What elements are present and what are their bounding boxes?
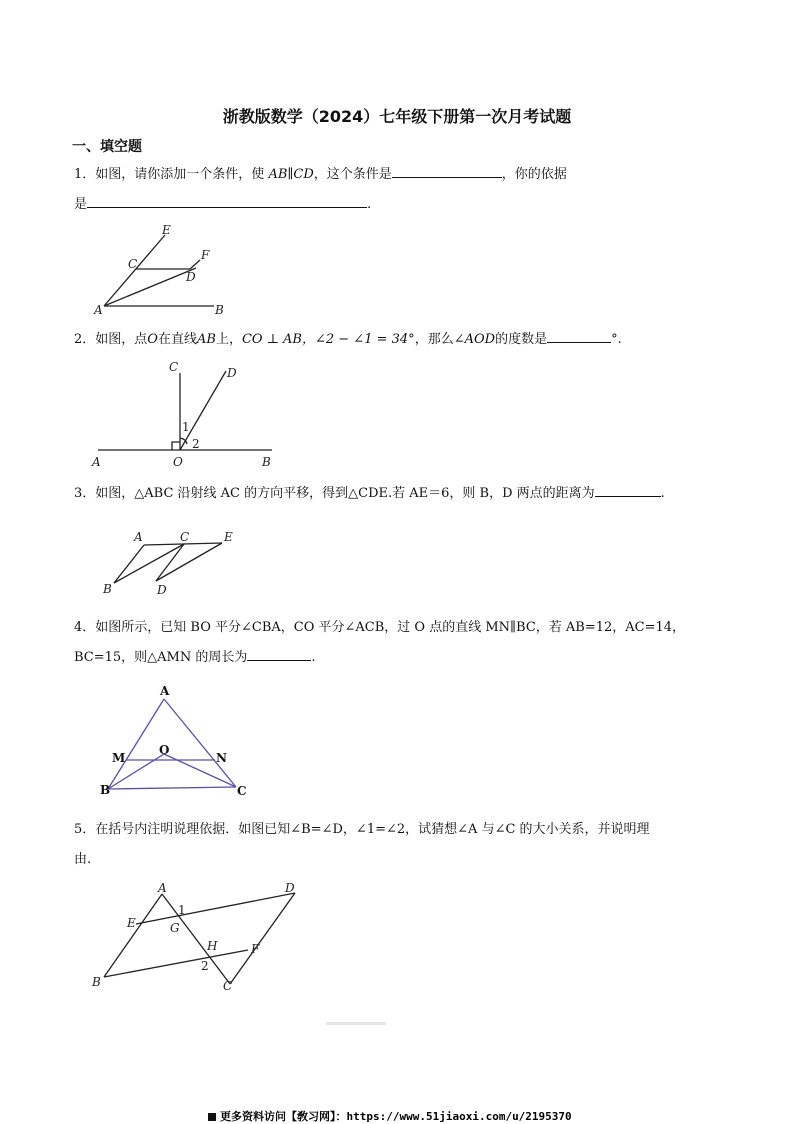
figure-1 — [90, 220, 240, 320]
question-text: 在直线 — [157, 332, 197, 347]
answer-blank[interactable] — [392, 163, 502, 178]
question-text: . — [311, 650, 316, 665]
math-expression: AB∥CD — [268, 167, 314, 182]
question-number: 3． — [74, 486, 96, 501]
question-number: 5． — [74, 822, 96, 837]
label-B: B — [100, 783, 111, 797]
label-B: B — [262, 455, 271, 469]
question-2 — [74, 328, 622, 350]
question-text: . — [660, 486, 665, 501]
label-E: E — [224, 530, 233, 544]
label-angle-2: 2 — [201, 959, 209, 973]
question-5-line2 — [74, 850, 91, 870]
question-text: ，你的依据 — [501, 167, 567, 182]
label-A: A — [158, 881, 167, 895]
question-text: . — [367, 197, 372, 212]
label-A: A — [92, 455, 101, 469]
label-A: A — [134, 530, 143, 544]
answer-blank[interactable] — [87, 193, 367, 208]
question-text: 如图，△ABC 沿射线 AC 的方向平移，得到△CDE.若 AE＝6，则 B，D 两点的距离为 — [95, 486, 595, 501]
question-text: °. — [611, 332, 622, 347]
label-B: B — [92, 975, 101, 989]
label-C: C — [169, 360, 179, 374]
question-text: ，那么 — [414, 332, 454, 347]
footer-text: 更多资料访问【敎习网】：https://www.51jiaoxi.com/u/2195370 — [220, 1110, 572, 1123]
flag-icon — [208, 1113, 216, 1121]
figure-4 — [98, 684, 258, 800]
question-text: 上， — [215, 332, 242, 347]
question-3 — [74, 482, 665, 504]
label-E: E — [127, 916, 136, 930]
answer-blank[interactable] — [547, 328, 611, 343]
label-H: H — [207, 939, 218, 953]
question-text: 如图，请你添加一个条件，使 — [95, 167, 265, 182]
label-O: O — [173, 455, 183, 469]
question-number: 2． — [74, 332, 96, 347]
label-C: C — [180, 530, 190, 544]
label-E: E — [162, 223, 171, 237]
answer-blank[interactable] — [595, 482, 661, 497]
label-G: G — [170, 921, 180, 935]
label-D: D — [285, 881, 295, 895]
label-A: A — [160, 684, 170, 698]
footer-link[interactable] — [208, 1108, 572, 1124]
label-angle-1: 1 — [178, 903, 186, 917]
question-text: 由. — [74, 852, 92, 867]
page-title: 浙教版数学（2024）七年级下册第一次月考试题 — [222, 107, 572, 126]
math-expression: CO ⊥ AB，∠2 − ∠1 = 34° — [241, 332, 415, 347]
question-text: ，这个条件是 — [313, 167, 392, 182]
figure-2 — [90, 355, 290, 475]
question-text: 如图，点 — [95, 332, 148, 347]
math-expression: ∠AOD — [453, 332, 496, 347]
page-mark — [326, 1022, 386, 1025]
label-B: B — [215, 303, 224, 317]
label-O: O — [159, 743, 170, 757]
label-D: D — [186, 270, 196, 284]
question-text: BC=15，则△AMN 的周长为 — [74, 650, 248, 665]
question-number: 4． — [74, 620, 96, 635]
question-4-line2 — [74, 646, 316, 668]
figure-5 — [88, 878, 308, 994]
answer-blank[interactable] — [247, 646, 311, 661]
label-N: N — [216, 751, 227, 765]
label-F: F — [251, 942, 260, 956]
label-B: B — [103, 582, 112, 596]
question-1-line2 — [74, 193, 371, 215]
question-text: 如图所示，已知 BO 平分∠CBA，CO 平分∠ACB，过 O 点的直线 MN∥BC，若 AB=12，AC=14， — [95, 620, 686, 635]
question-text: 在括号内注明说理依据．如图已知∠B=∠D，∠1=∠2，试猜想∠A 与∠C 的大小关系，并说明理 — [95, 822, 650, 837]
label-angle-1: 1 — [182, 420, 190, 434]
math-symbol: AB — [196, 332, 216, 347]
math-symbol: O — [147, 332, 158, 347]
question-4 — [74, 618, 685, 638]
label-A: A — [94, 303, 103, 317]
label-C: C — [237, 784, 247, 798]
question-1 — [74, 163, 567, 185]
question-text: 是 — [74, 197, 88, 212]
question-number: 1． — [74, 167, 96, 182]
section-heading: 一、填空题 — [72, 139, 142, 155]
label-C: C — [128, 257, 138, 271]
label-angle-2: 2 — [192, 437, 200, 451]
question-text: 的度数是 — [495, 332, 548, 347]
label-D: D — [227, 366, 237, 380]
label-D: D — [157, 583, 167, 597]
question-5 — [74, 820, 650, 840]
label-M: M — [112, 751, 126, 765]
label-C: C — [223, 979, 233, 993]
label-F: F — [201, 248, 210, 262]
figure-3 — [96, 526, 256, 602]
